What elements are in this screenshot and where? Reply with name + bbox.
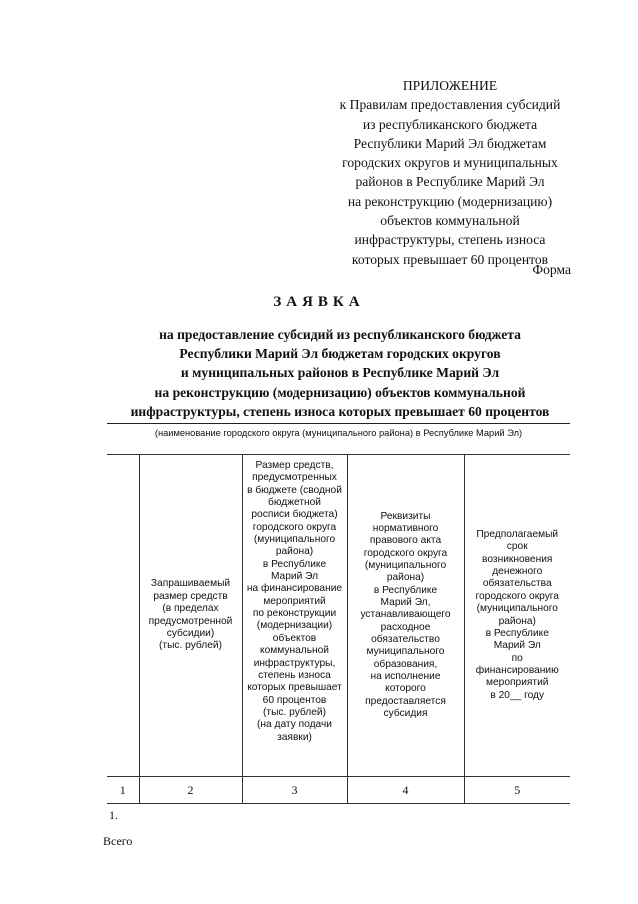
header-cell-5: Предполагаемый срок возникновения денежного обязательства городского округа (муниципального района) в Республике Марий Эл по финансированию мероприятий в 20__ году xyxy=(464,455,570,777)
column-number: 4 xyxy=(347,777,464,804)
appendix-line: на реконструкцию (модернизацию) xyxy=(347,193,553,209)
appendix-line: районов в Республике Марий Эл xyxy=(355,174,545,190)
header-cell-2: Запрашиваемый размер средств (в пределах предусмотренной субсидии) (тыс. рублей) xyxy=(139,455,242,777)
request-table xyxy=(107,454,570,804)
subtitle-line: инфраструктуры, степень износа которых превышает 60 процентов xyxy=(130,403,550,419)
subtitle-line: на реконструкцию (модернизацию) объектов коммунальной xyxy=(154,384,526,400)
table-number-row xyxy=(107,777,570,804)
header-cell-4: Реквизиты нормативного правового акта городского округа (муниципального района) в Республике Марий Эл, устанавливающего расходное обязательство муниципального образования, на исполнение которого предоставляется субсидия xyxy=(347,455,464,777)
name-caption: (наименование городского округа (муниципального района) в Республике Марий Эл) xyxy=(154,428,523,438)
table-header-row xyxy=(107,455,570,777)
appendix-line: из республиканского бюджета xyxy=(362,116,538,132)
appendix-line: Республики Марий Эл бюджетам xyxy=(353,135,547,151)
column-number: 1 xyxy=(107,777,139,804)
subtitle-line: Республики Марий Эл бюджетам городских округов xyxy=(179,346,501,362)
subtitle-line: и муниципальных районов в Республике Марий Эл xyxy=(180,365,500,381)
column-number: 3 xyxy=(242,777,347,804)
appendix-line: которых превышает 60 процентов xyxy=(351,251,549,267)
row-number-one: 1. xyxy=(109,808,118,822)
form-label: Форма xyxy=(532,262,571,277)
document-title: ЗАЯВКА xyxy=(273,294,365,310)
column-number: 5 xyxy=(464,777,570,804)
header-cell-3: Размер средств, предусмотренных в бюджете (сводной бюджетной росписи бюджета) городского округа (муниципального района) в Республике Марий Эл на финансирование мероприятий по реконструкции (модернизации) объектов коммунальной инфраструктуры, степень износа которых превышает 60 процентов (тыс. рублей) (на дату подачи заявки) xyxy=(242,455,347,777)
appendix-line: городских округов и муниципальных xyxy=(342,155,558,171)
header-cell-1 xyxy=(107,455,139,777)
column-number: 2 xyxy=(139,777,242,804)
document-subtitle xyxy=(100,325,580,421)
appendix-block xyxy=(300,76,600,269)
appendix-title: ПРИЛОЖЕНИЕ xyxy=(402,78,498,93)
total-label: Всего xyxy=(103,834,133,848)
appendix-line: к Правилам предоставления субсидий xyxy=(339,97,561,113)
name-fill-line xyxy=(107,423,570,424)
appendix-line: инфраструктуры, степень износа xyxy=(354,232,546,248)
appendix-line: объектов коммунальной xyxy=(380,213,520,229)
subtitle-line: на предоставление субсидий из республиканского бюджета xyxy=(159,327,521,342)
